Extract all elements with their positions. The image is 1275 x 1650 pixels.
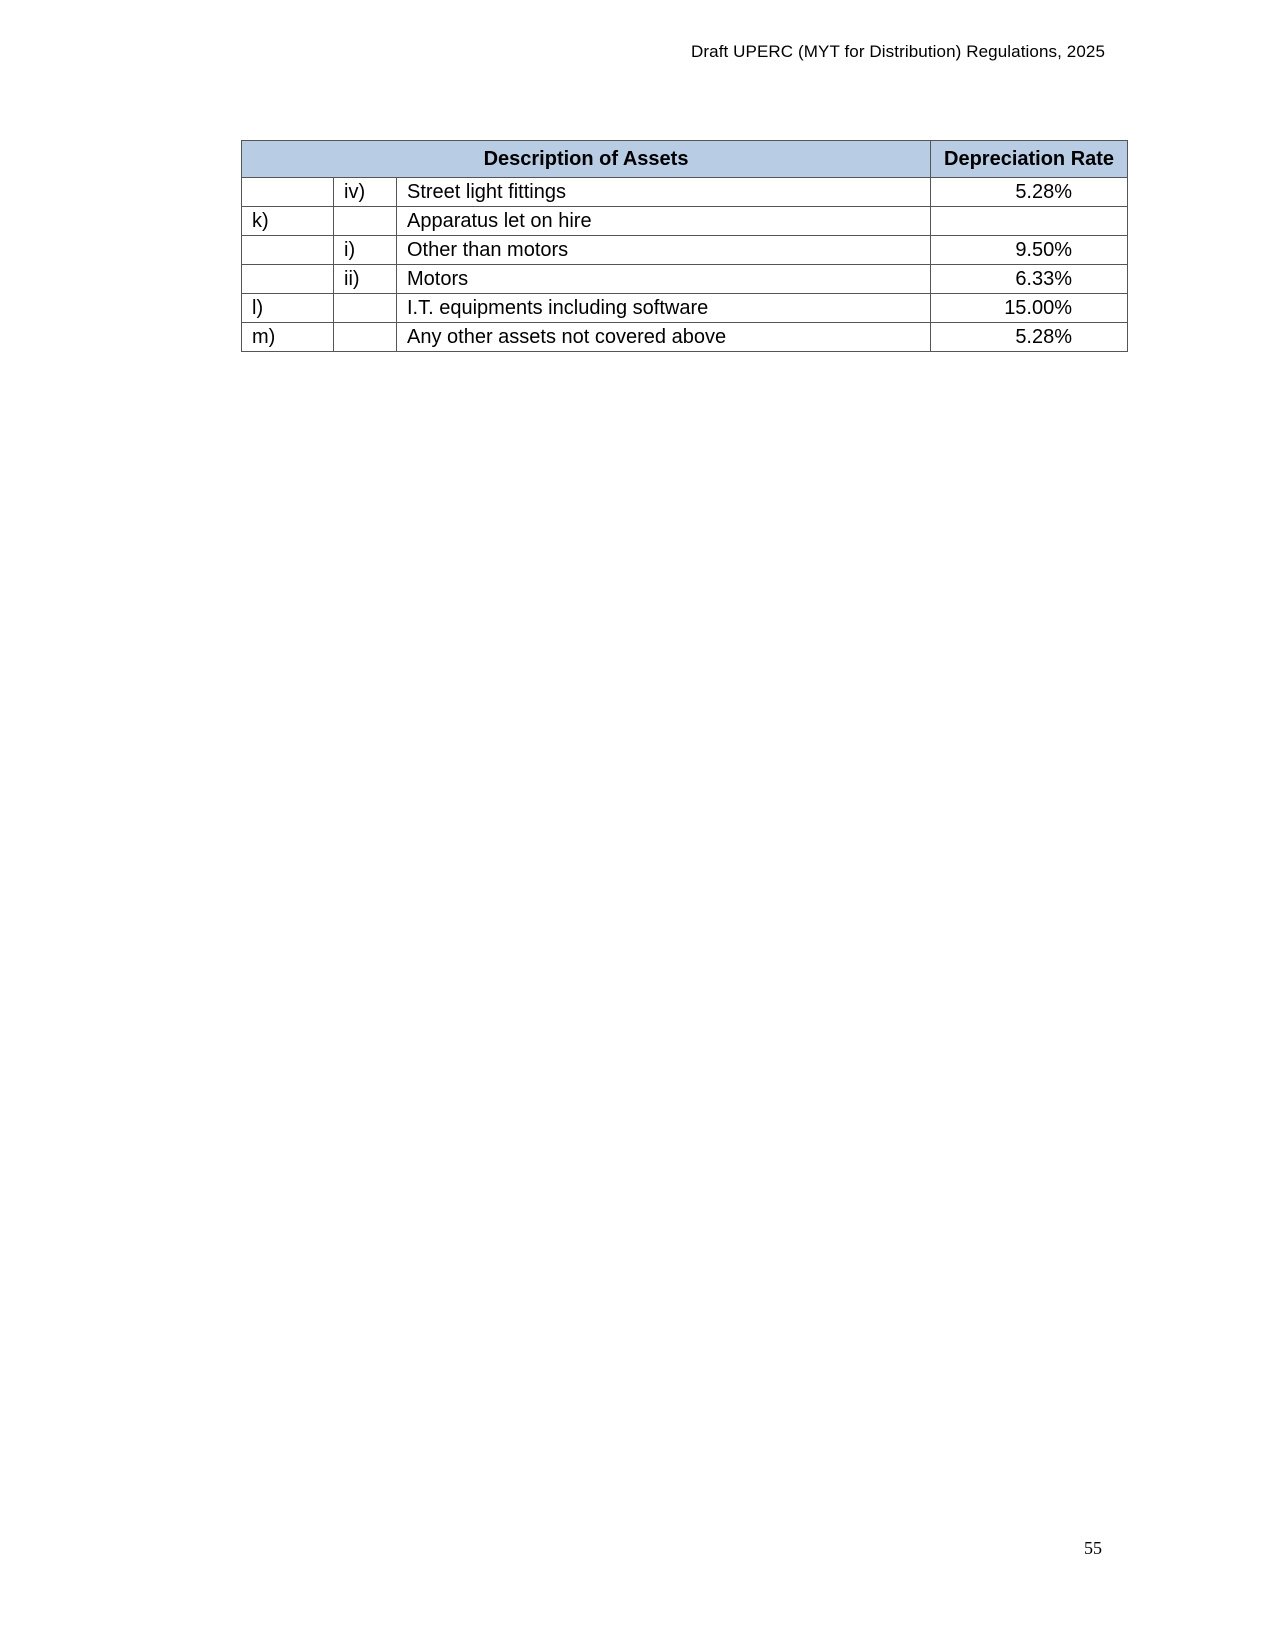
row-rate: 5.28%	[931, 178, 1128, 207]
row-item-label: l)	[242, 294, 334, 323]
table-row	[242, 178, 1128, 207]
running-header: Draft UPERC (MYT for Distribution) Regulations, 2025	[691, 42, 1105, 61]
row-item-label	[242, 236, 334, 265]
row-item-label: k)	[242, 207, 334, 236]
row-description: Street light fittings	[397, 178, 931, 207]
row-rate: 5.28%	[931, 323, 1128, 352]
row-item-label: m)	[242, 323, 334, 352]
row-rate: 6.33%	[931, 265, 1128, 294]
page-number: 55	[1084, 1538, 1102, 1558]
row-rate	[931, 207, 1128, 236]
table-row	[242, 265, 1128, 294]
table-row	[242, 294, 1128, 323]
table-row	[242, 323, 1128, 352]
row-description: I.T. equipments including software	[397, 294, 931, 323]
row-subitem-label: i)	[334, 236, 397, 265]
row-description: Any other assets not covered above	[397, 323, 931, 352]
row-subitem-label: iv)	[334, 178, 397, 207]
table-header-row	[242, 141, 1128, 178]
row-rate: 9.50%	[931, 236, 1128, 265]
description-column-header: Description of Assets	[242, 141, 931, 178]
depreciation-table	[241, 140, 1128, 352]
table-row	[242, 236, 1128, 265]
row-item-label	[242, 265, 334, 294]
table-row	[242, 207, 1128, 236]
row-subitem-label	[334, 207, 397, 236]
row-subitem-label: ii)	[334, 265, 397, 294]
row-rate: 15.00%	[931, 294, 1128, 323]
row-description: Apparatus let on hire	[397, 207, 931, 236]
row-subitem-label	[334, 323, 397, 352]
row-description: Other than motors	[397, 236, 931, 265]
row-item-label	[242, 178, 334, 207]
rate-column-header: Depreciation Rate	[931, 141, 1128, 178]
row-description: Motors	[397, 265, 931, 294]
row-subitem-label	[334, 294, 397, 323]
